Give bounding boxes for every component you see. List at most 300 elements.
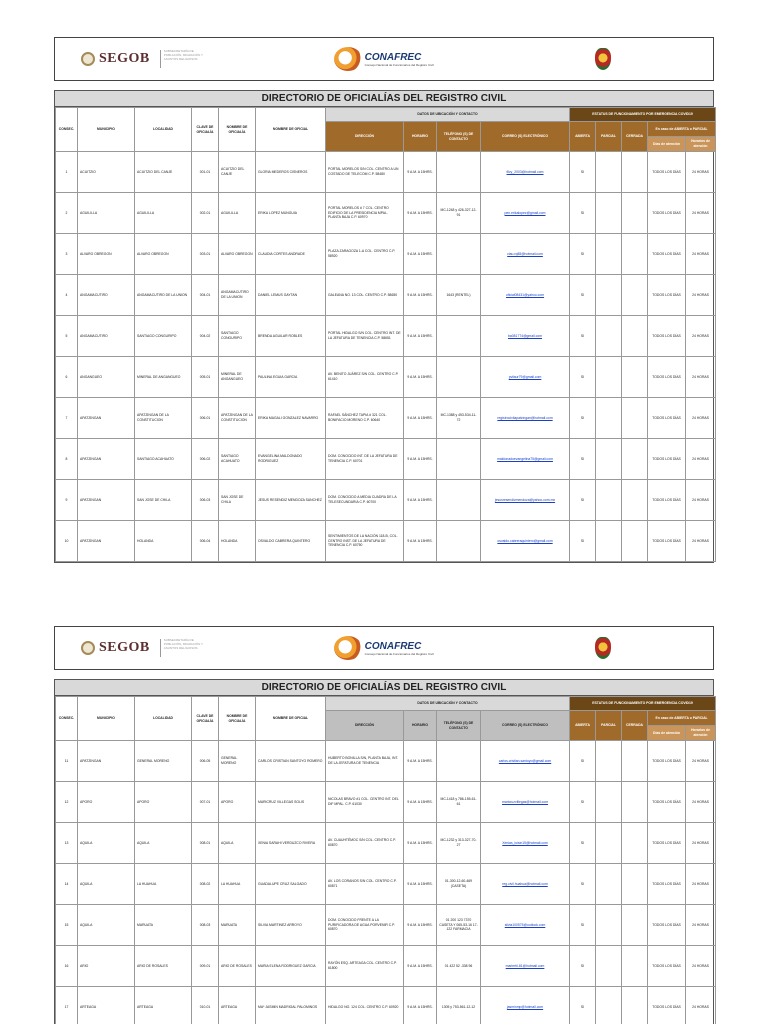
cell-nombre-oficial: EVANGELINA MALDONADO RODRIGUEZ [256, 439, 326, 480]
col-direccion: DIRECCIÓN [326, 122, 404, 152]
cell-correo[interactable]: maldonadoevangelina75@gmail.com [481, 439, 570, 480]
cell-nombre-oficial: GLORIA MEDEROS CISNEROS [256, 152, 326, 193]
table-row [56, 521, 716, 562]
col-dias: Días de atención [648, 137, 686, 152]
table-row [56, 357, 716, 398]
cell-horario: 9 A.M. A 15HRS. [404, 823, 437, 864]
cell-nombre-oficialia: APATZINGAN DE LA CONSTITUCION [219, 398, 256, 439]
col-localidad: LOCALIDAD [135, 697, 192, 741]
cell-nombre-oficialia: ALVARO OBREGON [219, 234, 256, 275]
cell-consec: 11 [56, 741, 78, 782]
cell-nombre-oficial: OSVALDO CABRERA QUINTERO [256, 521, 326, 562]
cell-horas: 24 HORAS [686, 741, 716, 782]
cell-direccion: NICOLAS BRAVO #1 COL. CENTRO INT. DEL DIF MPAL. C.P. 61030 [326, 782, 404, 823]
cell-consec: 9 [56, 480, 78, 521]
cell-cerrada [622, 398, 648, 439]
cell-clave: 006-03 [192, 480, 219, 521]
directory-1 [54, 90, 714, 563]
cell-horario: 9 A.M. A 15HRS. [404, 521, 437, 562]
cell-direccion: HUBERTO BONILLA S/N, PLANTA BAJA, INT. DE LA JEFATURA DE TENENCIA [326, 741, 404, 782]
segob-seal-icon [81, 52, 95, 66]
cell-correo[interactable]: jasminmp@hotmail.com [481, 987, 570, 1024]
cell-parcial [596, 741, 622, 782]
cell-horas: 24 HORAS [686, 152, 716, 193]
col-horario: HORARIO [404, 711, 437, 741]
crest-icon [595, 637, 611, 659]
table-row [56, 316, 716, 357]
cell-consec: 13 [56, 823, 78, 864]
cell-clave: 008-01 [192, 823, 219, 864]
cell-abierta: SI [570, 823, 596, 864]
cell-horas: 24 HORAS [686, 480, 716, 521]
cell-localidad: SAN JOSE DE CHILA [135, 480, 192, 521]
cell-abierta: SI [570, 234, 596, 275]
cell-direccion: PLAZA ZARAGOZA 1-A COL. CENTRO C.P. 58920 [326, 234, 404, 275]
cell-direccion: HIDALGO NO. 124 COL. CENTRO C.P. 60920 [326, 987, 404, 1024]
table-row [56, 234, 716, 275]
cell-localidad: ALVARO OBREGON [135, 234, 192, 275]
col-consec: CONSEC. [56, 697, 78, 741]
table-row [56, 905, 716, 946]
conafrec-swirl-icon [334, 636, 362, 660]
col-localidad: LOCALIDAD [135, 108, 192, 152]
cell-correo[interactable]: pen.erikalopez@gmail.com [481, 193, 570, 234]
col-municipio: MUNICIPIO [78, 697, 135, 741]
cell-cerrada [622, 905, 648, 946]
group-ubicacion: DATOS DE UBICACIÓN Y CONTACTO [326, 697, 570, 711]
cell-municipio: APATZINGAN [78, 439, 135, 480]
cell-parcial [596, 275, 622, 316]
cell-dias: TODOS LOS DÍAS [648, 741, 686, 782]
cell-cerrada [622, 152, 648, 193]
cell-telefono: 01-300-12-60-469 (CASETA) [437, 864, 481, 905]
cell-direccion: PORTAL MORELOS S/N COL. CENTRO A UN COSTADO DE TELECOM C.P. 58480 [326, 152, 404, 193]
cell-abierta: SI [570, 946, 596, 987]
cell-telefono [437, 234, 481, 275]
col-consec: CONSEC. [56, 108, 78, 152]
cell-dias: TODOS LOS DÍAS [648, 782, 686, 823]
col-telefono: TELÉFONO (S) DE CONTACTO [437, 711, 481, 741]
cell-localidad: ARTEAGA [135, 987, 192, 1024]
cell-horas: 24 HORAS [686, 275, 716, 316]
cell-correo[interactable]: registrocivilapatzingan@hotmail.com [481, 398, 570, 439]
cell-municipio: APATZINGAN [78, 741, 135, 782]
cell-localidad: AQUILA [135, 823, 192, 864]
cell-dias: TODOS LOS DÍAS [648, 439, 686, 480]
cell-dias: TODOS LOS DÍAS [648, 193, 686, 234]
cell-clave: 006-05 [192, 741, 219, 782]
cell-telefono: 1305 y 753-561-12-12 [437, 987, 481, 1024]
table-row [56, 741, 716, 782]
group-estatus: ESTATUS DE FUNCIONAMIENTO POR EMERGENCIA COVID19 [570, 108, 716, 122]
col-nombre-oficial: NOMBRE DE OFICIAL [256, 108, 326, 152]
cell-dias: TODOS LOS DÍAS [648, 234, 686, 275]
cell-direccion: RAYÓN ESQ. ARTEAGA COL. CENTRO C.P. 61800 [326, 946, 404, 987]
cell-horario: 9 A.M. A 15HRS. [404, 316, 437, 357]
cell-horario: 9 A.M. A 15HRS. [404, 234, 437, 275]
col-clave: CLAVE DE OFICIALÍA [192, 697, 219, 741]
cell-horas: 24 HORAS [686, 987, 716, 1024]
cell-abierta: SI [570, 193, 596, 234]
table-row [56, 480, 716, 521]
col-dias: Días de atención [648, 726, 686, 741]
segob-logo [55, 639, 274, 657]
cell-direccion: AV. BENITO JUÁREZ S/N COL. CENTRO C.P. 61410 [326, 357, 404, 398]
table-row [56, 439, 716, 480]
cell-localidad: AGUILILLA [135, 193, 192, 234]
cell-clave: 008-02 [192, 864, 219, 905]
cell-nombre-oficialia: MINERAL DE ANGANGUEO [219, 357, 256, 398]
cell-correo[interactable]: mariertil-81@hotmail.com [481, 946, 570, 987]
cell-nombre-oficial: JESUS RESENDIZ MENDOZA SANCHEZ [256, 480, 326, 521]
cell-municipio: ANGAMACUTIRO [78, 316, 135, 357]
cell-horas: 24 HORAS [686, 905, 716, 946]
cell-horario: 9 A.M. A 15HRS. [404, 782, 437, 823]
cell-dias: TODOS LOS DÍAS [648, 521, 686, 562]
cell-nombre-oficialia: AGUILILLA [219, 193, 256, 234]
cell-nombre-oficial: MARICRUZ VILLEGAS SOLIS [256, 782, 326, 823]
cell-consec: 12 [56, 782, 78, 823]
cell-dias: TODOS LOS DÍAS [648, 864, 686, 905]
cell-abierta: SI [570, 152, 596, 193]
cell-parcial [596, 946, 622, 987]
cell-abierta: SI [570, 905, 596, 946]
cell-abierta: SI [570, 480, 596, 521]
cell-correo[interactable]: Xenias_luisin15@hotmail.com [481, 823, 570, 864]
cell-parcial [596, 398, 622, 439]
table-row [56, 398, 716, 439]
table-row [56, 946, 716, 987]
cell-municipio: APATZINGAN [78, 398, 135, 439]
cell-horas: 24 HORAS [686, 823, 716, 864]
cell-cerrada [622, 521, 648, 562]
cell-telefono: 1643 (RENTEL) [437, 275, 481, 316]
group-estatus: ESTATUS DE FUNCIONAMIENTO POR EMERGENCIA COVID19 [570, 697, 716, 711]
cell-telefono [437, 316, 481, 357]
cell-horario: 9 A.M. A 15HRS. [404, 946, 437, 987]
crest-icon [595, 48, 611, 70]
col-horario: HORARIO [404, 122, 437, 152]
col-abierta: ABIERTA [570, 711, 596, 741]
cell-horario: 9 A.M. A 15HRS. [404, 193, 437, 234]
cell-horario: 9 A.M. A 15HRS. [404, 357, 437, 398]
col-telefono: TELÉFONO (S) DE CONTACTO [437, 122, 481, 152]
cell-nombre-oficial: ERIKA LOPEZ MUNGUIA [256, 193, 326, 234]
cell-dias: TODOS LOS DÍAS [648, 275, 686, 316]
group-ubicacion: DATOS DE UBICACIÓN Y CONTACTO [326, 108, 570, 122]
cell-consec: 4 [56, 275, 78, 316]
cell-clave: 004-01 [192, 275, 219, 316]
cell-nombre-oficialia: SANTIAGO CONGURIPO [219, 316, 256, 357]
cell-localidad: ARIO DE ROSALES [135, 946, 192, 987]
page-1 [54, 37, 714, 563]
col-clave: CLAVE DE OFICIALÍA [192, 108, 219, 152]
segob-logo [55, 50, 274, 68]
cell-municipio: AGUILILLA [78, 193, 135, 234]
cell-correo[interactable]: ba081774@gmail.com [481, 316, 570, 357]
cell-nombre-oficialia: ARTEAGA [219, 987, 256, 1024]
cell-abierta: SI [570, 521, 596, 562]
cell-municipio: APATZINGAN [78, 480, 135, 521]
cell-horas: 24 HORAS [686, 864, 716, 905]
cell-parcial [596, 439, 622, 480]
cell-correo[interactable]: clau.rq88@hotmail.com [481, 234, 570, 275]
directory-title: DIRECTORIO DE OFICIALÍAS DEL REGISTRO CIVIL [55, 91, 713, 107]
cell-horas: 24 HORAS [686, 439, 716, 480]
cell-telefono [437, 152, 481, 193]
cell-cerrada [622, 439, 648, 480]
col-correo: CORREO (S) ELECTRÓNICO [481, 711, 570, 741]
cell-parcial [596, 234, 622, 275]
cell-cerrada [622, 357, 648, 398]
cell-dias: TODOS LOS DÍAS [648, 316, 686, 357]
cell-consec: 17 [56, 987, 78, 1024]
cell-nombre-oficialia: APORO [219, 782, 256, 823]
cell-localidad: MARUATA [135, 905, 192, 946]
cell-clave: 002-01 [192, 193, 219, 234]
cell-horas: 24 HORAS [686, 193, 716, 234]
cell-direccion: PORTAL MORELOS # 7 COL. CENTRO EDIFICIO DE LA PRESIDENCIA MPAL. PLANTA BAJA C.P. 60970 [326, 193, 404, 234]
table-row [56, 275, 716, 316]
cell-horario: 9 A.M. A 15HRS. [404, 987, 437, 1024]
cell-localidad: SANTIAGO ACAHUATO [135, 439, 192, 480]
cell-parcial [596, 521, 622, 562]
cell-cerrada [622, 782, 648, 823]
cell-localidad: APORO [135, 782, 192, 823]
table-body-2 [56, 741, 716, 1024]
cell-consec: 6 [56, 357, 78, 398]
cell-telefono: 01 422 52 -338 96 [437, 946, 481, 987]
cell-municipio: AQUILA [78, 823, 135, 864]
header-banner [54, 626, 714, 670]
conafrec-wordmark: CONAFREC [364, 51, 422, 63]
cell-telefono [437, 439, 481, 480]
cell-direccion: DOM. CONOCIDO A MEDIA CUADRA DE LA TELESECUNDARIA C.P. 60700 [326, 480, 404, 521]
cell-telefono [437, 480, 481, 521]
table-row [56, 864, 716, 905]
cell-consec: 10 [56, 521, 78, 562]
col-nombre-oficialia: NOMBRE DE OFICIALÍA [219, 697, 256, 741]
table-row [56, 193, 716, 234]
col-horarios-atencion: Horarios de atención [686, 137, 716, 152]
cell-abierta: SI [570, 439, 596, 480]
cell-nombre-oficial: MA* JASMIN MADRIGAL PALOMINOS [256, 987, 326, 1024]
cell-correo[interactable]: pvilaur79@gmail.com [481, 357, 570, 398]
cell-horas: 24 HORAS [686, 357, 716, 398]
cell-clave: 001-01 [192, 152, 219, 193]
cell-direccion: AV. LOS CORANOS S/N COL. CENTRO C.P. 60871 [326, 864, 404, 905]
cell-correo[interactable]: maricruzvillegas@hotmail.com [481, 782, 570, 823]
cell-nombre-oficial: BRENDA AGUILAR ROBLES [256, 316, 326, 357]
col-municipio: MUNICIPIO [78, 108, 135, 152]
cell-nombre-oficialia: ANGAMACUTIRO DE LA UNION [219, 275, 256, 316]
cell-abierta: SI [570, 741, 596, 782]
cell-horas: 24 HORAS [686, 521, 716, 562]
cell-nombre-oficialia: LA HUAHUA [219, 864, 256, 905]
cell-direccion: GALEANA NO. 13 COL. CENTRO C.P. 58650 [326, 275, 404, 316]
group-en-caso: En caso de ABIERTA o PARCIAL [648, 122, 716, 137]
cell-municipio: APATZINGAN [78, 521, 135, 562]
col-nombre-oficial: NOMBRE DE OFICIAL [256, 697, 326, 741]
cell-nombre-oficialia: HOLANDA [219, 521, 256, 562]
cell-dias: TODOS LOS DÍAS [648, 946, 686, 987]
cell-consec: 14 [56, 864, 78, 905]
cell-horas: 24 HORAS [686, 398, 716, 439]
segob-subtitle: SUBSECRETARÍA DE POBLACIÓN, MIGRACIÓN Y ASUNTOS RELIGIOSOS [160, 50, 208, 68]
cell-cerrada [622, 316, 648, 357]
cell-direccion: DOM. CONOCIDO FRENTE A LA PURIFICADORA DE AGUA PORVENIR C.P. 60870 [326, 905, 404, 946]
cell-consec: 15 [56, 905, 78, 946]
cell-parcial [596, 357, 622, 398]
cell-cerrada [622, 275, 648, 316]
segob-wordmark: SEGOB [99, 51, 150, 66]
conafrec-swirl-icon [334, 47, 362, 71]
cell-localidad: ACUITZIO DEL CANJE [135, 152, 192, 193]
col-parcial: PARCIAL [596, 122, 622, 152]
cell-clave: 010-01 [192, 987, 219, 1024]
cell-localidad: SANTIAGO CONGURIPO [135, 316, 192, 357]
cell-nombre-oficial: MARIA ELENA RODRIGUEZ GARCIA [256, 946, 326, 987]
cell-parcial [596, 316, 622, 357]
cell-correo[interactable]: filzy_2003@hotmail.com [481, 152, 570, 193]
cell-consec: 8 [56, 439, 78, 480]
cell-cerrada [622, 234, 648, 275]
header-banner [54, 37, 714, 81]
cell-direccion: SENTIMIENTOS DE LA NACIÓN 118-B, COL. CENTRO INST. DE LA JEFATURA DE TENENCIA C.P. 60750 [326, 521, 404, 562]
cell-abierta: SI [570, 357, 596, 398]
cell-abierta: SI [570, 782, 596, 823]
michoacan-crest [493, 637, 713, 659]
conafrec-subtitle: Consejo Nacional de Funcionarios del Registro Civil [364, 651, 434, 656]
cell-horario: 9 A.M. A 15HRS. [404, 905, 437, 946]
cell-cerrada [622, 864, 648, 905]
cell-correo[interactable]: silvia100575@outlook.com [481, 905, 570, 946]
cell-nombre-oficial: XENIA SARAHI VERDUZCO RIVERA [256, 823, 326, 864]
cell-dias: TODOS LOS DÍAS [648, 398, 686, 439]
cell-consec: 1 [56, 152, 78, 193]
cell-horario: 9 A.M. A 15HRS. [404, 480, 437, 521]
cell-direccion: PORTAL HIDALGO S/N COL. CENTRO INT. DE LA JEFATURA DE TENENCIA C.P. 58651 [326, 316, 404, 357]
table-body-1 [56, 152, 716, 562]
cell-horario: 9 A.M. A 15HRS. [404, 152, 437, 193]
col-cerrada: CERRADA [622, 711, 648, 741]
cell-nombre-oficialia: ARIO DE ROSALES [219, 946, 256, 987]
cell-cerrada [622, 741, 648, 782]
cell-nombre-oficial: GUADALUPE CRUZ SALGADO [256, 864, 326, 905]
cell-nombre-oficial: SILVIA MARTINEZ ARROYO [256, 905, 326, 946]
cell-municipio: ALVARO OBREGON [78, 234, 135, 275]
cell-abierta: SI [570, 987, 596, 1024]
cell-localidad: GENERAL MORENO [135, 741, 192, 782]
col-nombre-oficialia: NOMBRE DE OFICIALÍA [219, 108, 256, 152]
table-row [56, 782, 716, 823]
cell-direccion: DOM. CONOCIDO INT. DE LA JEFATURA DE TENENCIA C.P. 60701 [326, 439, 404, 480]
col-correo: CORREO (S) ELECTRÓNICO [481, 122, 570, 152]
cell-nombre-oficial: DANIEL LEMUS GAYTAN [256, 275, 326, 316]
cell-localidad: APATZINGAN DE LA CONSTITUCION [135, 398, 192, 439]
cell-telefono [437, 521, 481, 562]
conafrec-subtitle: Consejo Nacional de Funcionarios del Registro Civil [364, 62, 434, 67]
cell-parcial [596, 782, 622, 823]
cell-nombre-oficial: CLAUDIA CORTES ANDRADE [256, 234, 326, 275]
cell-municipio: ANGAMACUTIRO [78, 275, 135, 316]
cell-horario: 9 A.M. A 15HRS. [404, 275, 437, 316]
cell-dias: TODOS LOS DÍAS [648, 905, 686, 946]
cell-municipio: ACUITZIO [78, 152, 135, 193]
cell-telefono: MC-1248 y 426-327-12-91 [437, 193, 481, 234]
cell-horario: 9 A.M. A 15HRS. [404, 439, 437, 480]
cell-horas: 24 HORAS [686, 316, 716, 357]
directory-2 [54, 679, 714, 1024]
cell-correo[interactable]: osvaldo.cabreraquintero@gmail.com [481, 521, 570, 562]
cell-consec: 2 [56, 193, 78, 234]
cell-horario: 9 A.M. A 15HRS. [404, 741, 437, 782]
cell-municipio: ARIO [78, 946, 135, 987]
cell-horario: 9 A.M. A 15HRS. [404, 398, 437, 439]
cell-abierta: SI [570, 398, 596, 439]
cell-nombre-oficial: CARLOS CRISTIAN SANTOYO ROMERO [256, 741, 326, 782]
table-row [56, 823, 716, 864]
conafrec-wordmark: CONAFREC [364, 640, 422, 652]
cell-clave: 009-01 [192, 946, 219, 987]
cell-clave: 006-02 [192, 439, 219, 480]
cell-telefono [437, 741, 481, 782]
cell-nombre-oficialia: GENERAL MORENO [219, 741, 256, 782]
group-en-caso: En caso de ABIERTA o PARCIAL [648, 711, 716, 726]
cell-municipio: APORO [78, 782, 135, 823]
directory-table-1 [55, 107, 716, 562]
cell-cerrada [622, 193, 648, 234]
cell-dias: TODOS LOS DÍAS [648, 987, 686, 1024]
col-horarios-atencion: Horarios de atención [686, 726, 716, 741]
segob-wordmark: SEGOB [99, 640, 150, 655]
segob-subtitle: SUBSECRETARÍA DE POBLACIÓN, MIGRACIÓN Y ASUNTOS RELIGIOSOS [160, 639, 208, 657]
cell-parcial [596, 864, 622, 905]
col-parcial: PARCIAL [596, 711, 622, 741]
cell-nombre-oficialia: AQUILA [219, 823, 256, 864]
cell-correo[interactable]: carlos.cristian.santoyo@gmail.com [481, 741, 570, 782]
cell-consec: 7 [56, 398, 78, 439]
cell-correo[interactable]: oficial08431@yahoo.com [481, 275, 570, 316]
cell-direccion: RAFAEL SÁNCHEZ TAPIA # 321 COL. BONIFACIO MORENO C.P. 60640 [326, 398, 404, 439]
cell-abierta: SI [570, 316, 596, 357]
cell-cerrada [622, 480, 648, 521]
cell-clave: 008-03 [192, 905, 219, 946]
cell-localidad: LA HUAHUA [135, 864, 192, 905]
cell-localidad: MINERAL DE ANGANGUEO [135, 357, 192, 398]
cell-correo[interactable]: jesusresendizmendoza@yahoo.com.mx [481, 480, 570, 521]
directory-title: DIRECTORIO DE OFICIALÍAS DEL REGISTRO CIVIL [55, 680, 713, 696]
cell-nombre-oficialia: SANTIAGO ACAHUATO [219, 439, 256, 480]
segob-seal-icon [81, 641, 95, 655]
cell-parcial [596, 823, 622, 864]
cell-municipio: AQUILA [78, 905, 135, 946]
cell-correo[interactable]: reg.civil.huahua@hotmail.com [481, 864, 570, 905]
cell-telefono: MC-1418 y 786-155-61-61 [437, 782, 481, 823]
cell-municipio: AQUILA [78, 864, 135, 905]
cell-clave: 006-04 [192, 521, 219, 562]
table-row [56, 152, 716, 193]
cell-cerrada [622, 987, 648, 1024]
cell-abierta: SI [570, 275, 596, 316]
cell-abierta: SI [570, 864, 596, 905]
cell-parcial [596, 152, 622, 193]
cell-municipio: ARTEAGA [78, 987, 135, 1024]
cell-nombre-oficial: ERIKA MAGALI GONZALEZ NAVARRO [256, 398, 326, 439]
cell-telefono [437, 357, 481, 398]
cell-cerrada [622, 946, 648, 987]
directory-table-2 [55, 696, 716, 1024]
